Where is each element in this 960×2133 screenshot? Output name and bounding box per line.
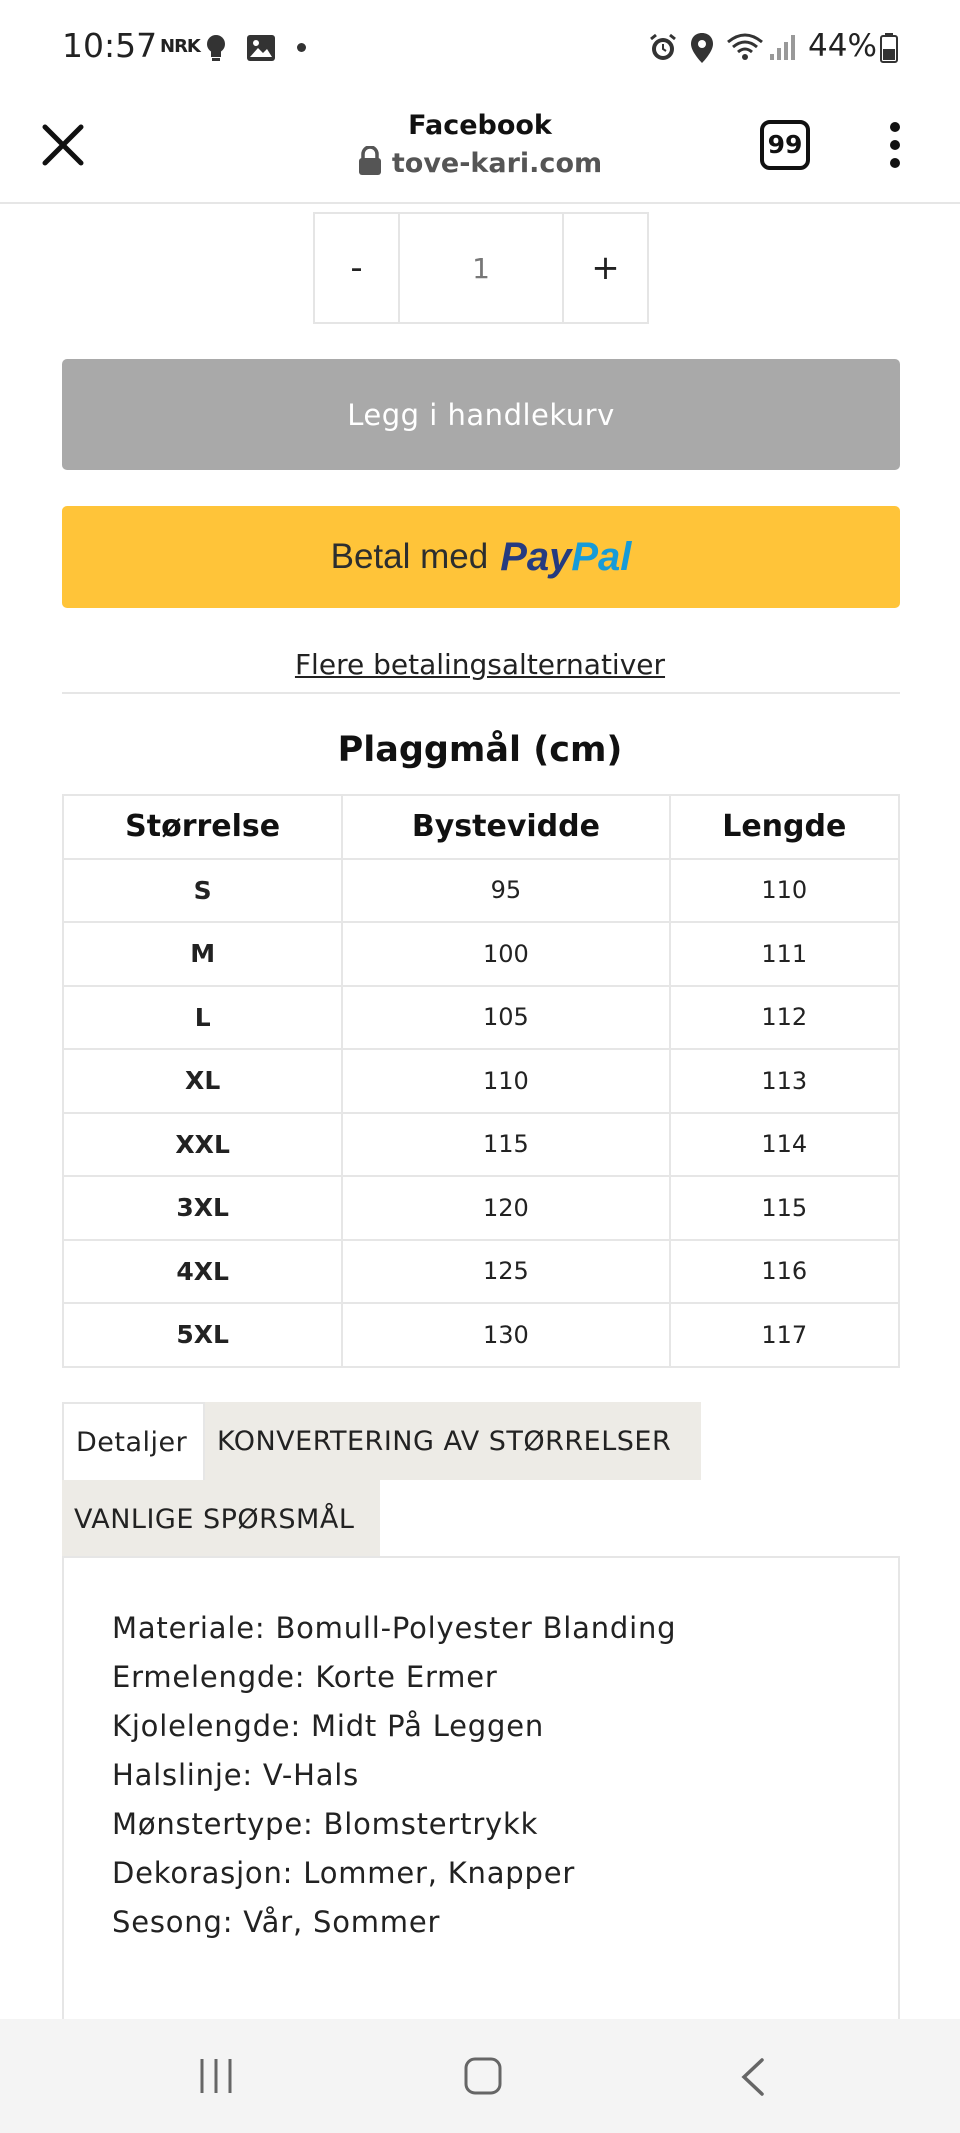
- tab-faq[interactable]: VANLIGE SPØRSMÅL: [62, 1480, 380, 1558]
- quantity-decrease-button[interactable]: -: [313, 212, 400, 324]
- paypal-logo: PayPal: [500, 534, 632, 579]
- table-row: [63, 1303, 899, 1367]
- lock-icon: [358, 146, 382, 183]
- more-options-icon[interactable]: [890, 122, 902, 172]
- size-cell: 4XL: [63, 1240, 342, 1304]
- location-icon: [690, 32, 714, 68]
- divider: [62, 692, 900, 694]
- browser-title: Facebook: [408, 110, 552, 141]
- battery-icon: [880, 33, 898, 67]
- length-cell: 110: [670, 859, 899, 923]
- length-cell: 117: [670, 1303, 899, 1367]
- bust-cell: 100: [342, 922, 669, 986]
- bust-cell: 105: [342, 986, 669, 1050]
- url-bar[interactable]: [0, 146, 960, 183]
- detail-line: Ermelengde: Korte Ermer: [112, 1660, 498, 1694]
- browser-toolbar: [0, 96, 960, 204]
- detail-line: Halslinje: V-Hals: [112, 1758, 360, 1792]
- table-row: [63, 859, 899, 923]
- tab-count-button[interactable]: 99: [760, 120, 810, 170]
- quantity-increase-button[interactable]: +: [562, 212, 649, 324]
- table-header-row: [63, 795, 899, 859]
- paypal-button-label: Betal med: [330, 537, 489, 576]
- details-panel: [62, 1556, 900, 2036]
- length-cell: 112: [670, 986, 899, 1050]
- table-row: [63, 1240, 899, 1304]
- detail-line: Dekorasjon: Lommer, Knapper: [112, 1856, 576, 1890]
- size-cell: S: [63, 859, 342, 923]
- size-cell: L: [63, 986, 342, 1050]
- detail-line: Kjolelengde: Midt På Leggen: [112, 1709, 545, 1743]
- bust-cell: 130: [342, 1303, 669, 1367]
- size-cell: 3XL: [63, 1176, 342, 1240]
- detail-line: Materiale: Bomull-Polyester Blanding: [112, 1611, 677, 1645]
- quantity-input[interactable]: 1: [400, 212, 562, 324]
- bust-cell: 110: [342, 1049, 669, 1113]
- more-payment-options-wrap: [0, 648, 960, 681]
- detail-line: Sesong: Vår, Sommer: [112, 1905, 441, 1939]
- status-bar: [0, 0, 960, 96]
- signal-icon: [768, 32, 798, 66]
- url-text: tove-kari.com: [391, 148, 603, 179]
- recent-apps-icon[interactable]: [198, 2057, 234, 2099]
- add-to-cart-button[interactable]: Legg i handlekurv: [62, 359, 900, 470]
- size-cell: XXL: [63, 1113, 342, 1177]
- nrk-icon: NRK: [160, 36, 200, 57]
- bust-cell: 95: [342, 859, 669, 923]
- size-cell: XL: [63, 1049, 342, 1113]
- table-row: [63, 922, 899, 986]
- tab-details[interactable]: Detaljer: [62, 1402, 205, 1480]
- size-chart-table: [62, 794, 900, 1368]
- length-cell: 116: [670, 1240, 899, 1304]
- tab-size-conversion[interactable]: KONVERTERING AV STØRRELSER: [205, 1402, 701, 1480]
- home-icon[interactable]: [464, 2057, 502, 2099]
- paypal-button[interactable]: [62, 506, 900, 608]
- battery-percent: 44%: [808, 28, 877, 64]
- system-navigation-bar: [0, 2019, 960, 2133]
- length-cell: 113: [670, 1049, 899, 1113]
- table-row: [63, 1049, 899, 1113]
- column-header: Lengde: [670, 795, 899, 859]
- length-cell: 115: [670, 1176, 899, 1240]
- column-header: Størrelse: [63, 795, 342, 859]
- bust-cell: 125: [342, 1240, 669, 1304]
- wifi-icon: [726, 32, 764, 66]
- detail-line: Mønstertype: Blomstertrykk: [112, 1807, 539, 1841]
- size-cell: 5XL: [63, 1303, 342, 1367]
- size-cell: M: [63, 922, 342, 986]
- bust-cell: 115: [342, 1113, 669, 1177]
- more-payment-options-link[interactable]: Flere betalingsalternativer: [294, 648, 666, 681]
- table-row: [63, 1176, 899, 1240]
- quantity-stepper: [313, 212, 649, 324]
- bust-cell: 120: [342, 1176, 669, 1240]
- clock: 10:57: [62, 26, 158, 65]
- image-icon: [246, 34, 276, 66]
- column-header: Bystevidde: [342, 795, 669, 859]
- table-row: [63, 986, 899, 1050]
- length-cell: 111: [670, 922, 899, 986]
- back-icon[interactable]: [738, 2057, 768, 2101]
- lightbulb-icon: [205, 34, 227, 66]
- length-cell: 114: [670, 1113, 899, 1177]
- table-row: [63, 1113, 899, 1177]
- alarm-icon: [648, 33, 678, 67]
- notification-dot-icon: [297, 43, 306, 52]
- size-chart-title: Plaggmål (cm): [337, 730, 623, 770]
